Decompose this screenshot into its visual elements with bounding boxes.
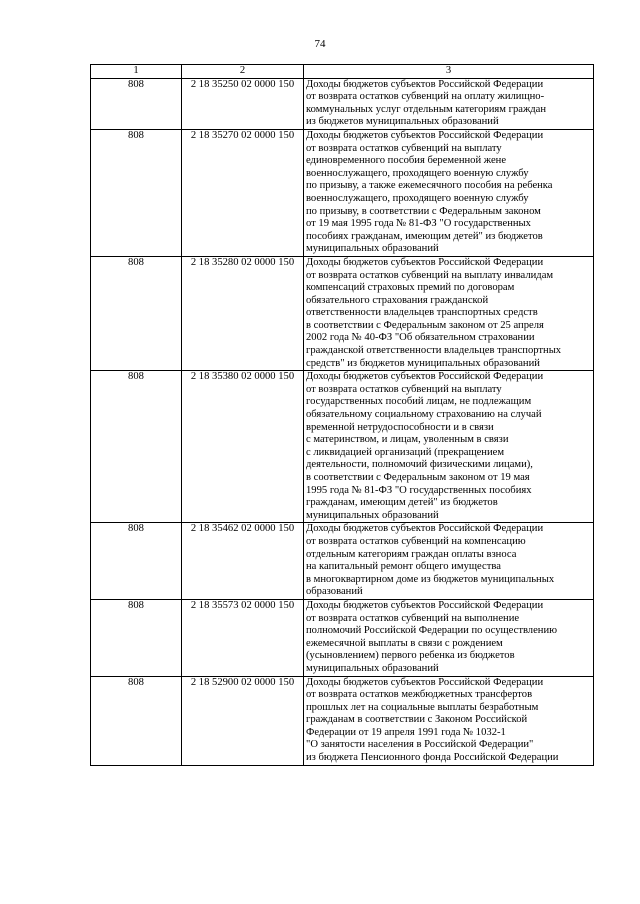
admin-code-cell: 808	[91, 129, 182, 256]
description-line: от возврата остатков субвенций на оплату жилищно-	[306, 91, 545, 103]
table-row	[91, 599, 594, 676]
description-line: на капитальный ремонт общего имущества	[306, 561, 501, 573]
description-line: военнослужащего, проходящего военную службу	[306, 167, 529, 179]
table-header-row	[91, 65, 594, 79]
description-line: от 19 мая 1995 года № 81-ФЗ "О государственных	[306, 218, 531, 230]
description-line: из бюджета Пенсионного фонда Российской Федерации	[306, 752, 559, 764]
admin-code-cell: 808	[91, 256, 182, 370]
description-line: гражданам, имеющим детей" из бюджетов	[306, 497, 498, 509]
description-line: пособиях гражданам, имеющим детей" из бюджетов	[306, 230, 543, 242]
description-line: образований	[306, 586, 363, 598]
description-line: по призыву, а также ежемесячного пособия на ребенка	[306, 180, 553, 192]
description-line: 2002 года № 40-ФЗ "Об обязательном страховании	[306, 332, 535, 344]
description-line: ответственности владельцев транспортных средств	[306, 307, 538, 319]
description-line: в соответствии с Федеральным законом от 19 мая	[306, 472, 530, 483]
description-line: 1995 года № 81-ФЗ "О государственных пособиях	[306, 484, 532, 496]
description-line: Доходы бюджетов субъектов Российской Федерации	[306, 371, 544, 383]
description-cell	[304, 676, 594, 765]
description-line: Доходы бюджетов субъектов Российской Федерации	[306, 78, 544, 90]
description-line: Доходы бюджетов субъектов Российской Федерации	[306, 599, 544, 611]
description-line: от возврата остатков субвенций на выполнение	[306, 612, 520, 624]
description-line: обязательного страхования гражданской	[306, 294, 489, 306]
table-row	[91, 78, 594, 129]
description-cell	[304, 256, 594, 370]
description-line: отдельным категориям граждан оплаты взноса	[306, 548, 517, 560]
admin-code-cell: 808	[91, 371, 182, 523]
description-line: от возврата остатков субвенций на выплату	[306, 383, 502, 395]
description-line: от возврата остатков субвенций на выплату инвалидам	[306, 269, 554, 281]
description-line: (усыновлением) первого ребенка из бюджетов	[306, 650, 515, 662]
header-col-2: 2	[182, 65, 304, 79]
description-cell	[304, 129, 594, 256]
budget-code-cell: 2 18 35380 02 0000 150	[182, 371, 304, 523]
description-line: военнослужащего, проходящего военную службу	[306, 192, 529, 204]
description-cell	[304, 523, 594, 600]
revenue-codes-table	[90, 64, 594, 766]
description-line: прошлых лет на социальные выплаты безработным	[306, 701, 539, 713]
description-line: Доходы бюджетов субъектов Российской Федерации	[306, 676, 544, 688]
description-line: от возврата остатков межбюджетных трансфертов	[306, 689, 533, 701]
budget-code-cell: 2 18 35270 02 0000 150	[182, 129, 304, 256]
table-body	[91, 78, 594, 765]
description-line: "О занятости населения в Российской Федерации"	[306, 739, 534, 751]
description-line: по призыву, в соответствии с Федеральным законом	[306, 205, 541, 217]
description-line: в соответствии с Федеральным законом от 25 апреля	[306, 319, 544, 331]
admin-code-cell: 808	[91, 523, 182, 600]
description-line: деятельности, полномочий физическими лицами),	[306, 459, 533, 471]
description-line: муниципальных образований	[306, 243, 439, 255]
budget-code-cell: 2 18 35462 02 0000 150	[182, 523, 304, 600]
description-line: Доходы бюджетов субъектов Российской Федерации	[306, 129, 544, 141]
description-line: полномочий Российской Федерации по осуществлению	[306, 625, 558, 637]
description-line: с материнством, и лицам, уволенным в связи	[306, 434, 509, 446]
description-line: гражданской ответственности владельцев транспортных	[306, 345, 562, 357]
admin-code-cell: 808	[91, 599, 182, 676]
description-line: Доходы бюджетов субъектов Российской Федерации	[306, 256, 544, 268]
description-line: коммунальных услуг отдельным категориям граждан	[306, 103, 547, 115]
description-cell	[304, 599, 594, 676]
table-row	[91, 371, 594, 523]
description-line: гражданам в соответствии с Законом Российской	[306, 714, 528, 726]
budget-code-cell: 2 18 35280 02 0000 150	[182, 256, 304, 370]
description-line: государственных пособий лицам, не подлежащим	[306, 396, 532, 408]
description-line: единовременного пособия беременной жене	[306, 155, 507, 167]
description-line: в многоквартирном доме из бюджетов муниципальных	[306, 573, 555, 585]
budget-code-cell: 2 18 35573 02 0000 150	[182, 599, 304, 676]
description-line: Федерации от 19 апреля 1991 года № 1032-1	[306, 726, 506, 738]
header-col-1: 1	[91, 65, 182, 79]
table-row	[91, 523, 594, 600]
table-row	[91, 256, 594, 370]
budget-code-cell: 2 18 35250 02 0000 150	[182, 78, 304, 129]
table-row	[91, 129, 594, 256]
table-row	[91, 676, 594, 765]
budget-code-cell: 2 18 52900 02 0000 150	[182, 676, 304, 765]
description-line: с ликвидацией организаций (прекращением	[306, 446, 505, 458]
description-line: Доходы бюджетов субъектов Российской Федерации	[306, 523, 544, 535]
description-cell	[304, 78, 594, 129]
description-line: муниципальных образований	[306, 662, 439, 674]
description-cell	[304, 371, 594, 523]
admin-code-cell: 808	[91, 676, 182, 765]
admin-code-cell: 808	[91, 78, 182, 129]
description-line: ежемесячной выплаты в связи с рождением	[306, 637, 503, 649]
description-line: от возврата остатков субвенций на компенсацию	[306, 535, 526, 547]
description-line: обязательному социальному страхованию на случай	[306, 409, 542, 421]
description-line: временной нетрудоспособности и в связи	[306, 421, 494, 433]
description-line: муниципальных образований	[306, 509, 439, 521]
page-number: 74	[314, 38, 326, 50]
description-line: средств" из бюджетов муниципальных образований	[306, 357, 540, 369]
description-line: из бюджетов муниципальных образований	[306, 116, 499, 128]
description-line: компенсаций страховых премий по договорам	[306, 282, 515, 294]
description-line: от возврата остатков субвенций на выплату	[306, 142, 502, 154]
header-col-3: 3	[304, 65, 594, 79]
